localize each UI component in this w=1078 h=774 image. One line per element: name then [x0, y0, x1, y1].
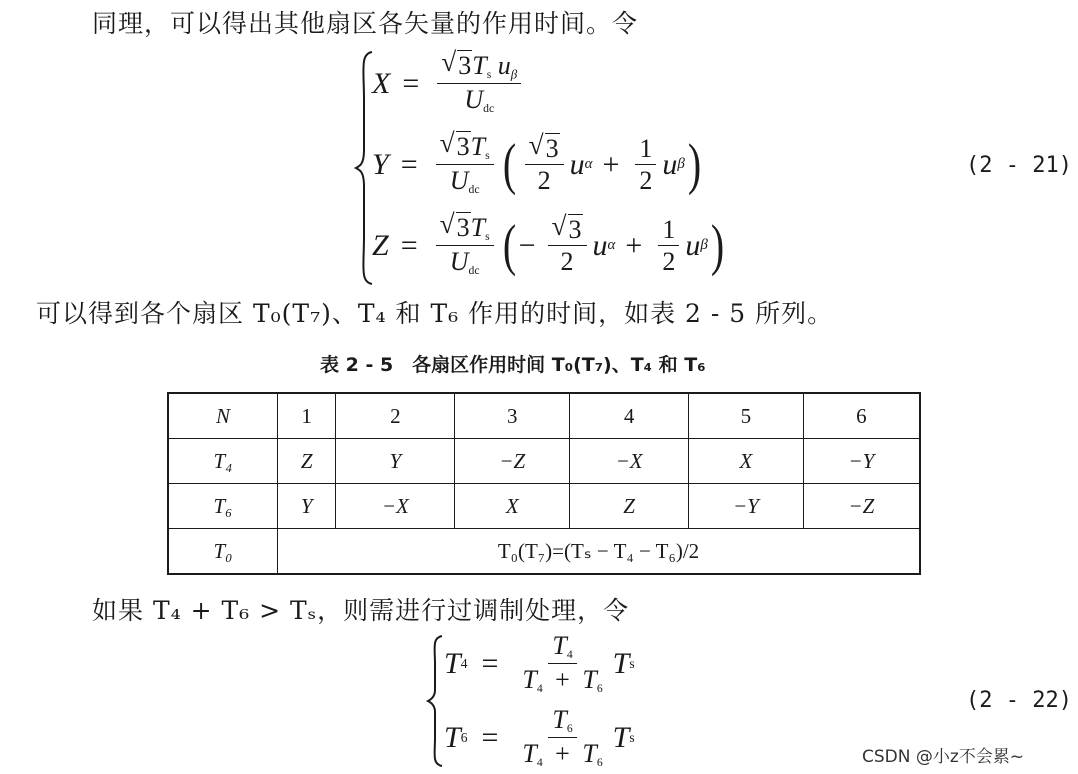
fraction [635, 135, 656, 195]
table-caption: 表 2 - 5 各扇区作用时间 T₀(T₇)、T₄ 和 T₆ [320, 354, 706, 376]
subscript: 6 [460, 729, 468, 745]
t-symbol: T [612, 646, 630, 680]
table-header-cell: 3 [455, 393, 570, 439]
denominator: 2 [662, 247, 676, 277]
eq-t4-row [444, 632, 635, 696]
subscript: 6 [596, 756, 603, 770]
t-symbol: T [444, 646, 461, 680]
fraction [518, 632, 606, 696]
plus-sign: + [555, 665, 570, 695]
equation-number: (2 - 21) [966, 153, 1072, 178]
subscript: 4 [566, 648, 573, 662]
u-dc-symbol: U [449, 166, 469, 196]
sqrt-radicand: 3 [456, 132, 470, 161]
denominator: 2 [537, 166, 551, 196]
table-cell: Z [570, 484, 689, 529]
table-cell: −Y [803, 439, 920, 484]
subscript: s [629, 655, 635, 671]
table-cell: −X [336, 484, 455, 529]
csdn-watermark: CSDN @小z不会累~ [862, 747, 1025, 767]
x-symbol: X [372, 66, 391, 100]
fraction [518, 706, 606, 770]
numerator: 1 [635, 135, 656, 165]
table-cell: −X [570, 439, 689, 484]
left-paren: ( [502, 214, 516, 278]
table-cell: −Z [803, 484, 920, 529]
equals-sign: = [400, 147, 418, 181]
left-brace [426, 634, 446, 768]
table-cell: −Y [689, 484, 804, 529]
equals-sign: = [481, 720, 499, 754]
t-symbol: T [552, 631, 567, 660]
left-paren: ( [502, 133, 516, 197]
table-header-cell: 5 [689, 393, 804, 439]
sqrt-radicand: 3 [458, 51, 472, 80]
table-header-cell: 2 [336, 393, 455, 439]
table-row [168, 439, 920, 484]
eq-z-row [372, 209, 727, 278]
numerator: 1 [658, 216, 679, 246]
eq-x-row [372, 47, 527, 116]
t-symbol: T [472, 51, 487, 80]
t-symbol: T [444, 720, 461, 754]
equals-sign: = [481, 646, 499, 680]
table-row [168, 529, 920, 575]
u-dc-symbol: U [449, 247, 469, 277]
sqrt-radicand: 3 [545, 134, 559, 164]
u-symbol: u [569, 147, 585, 181]
paragraph-overmodulation: 如果 T₄ + T₆ > Tₛ，则需进行过调制处理，令 [92, 596, 630, 625]
plus-sign: + [625, 228, 643, 262]
fraction: √ $3T_s$ $U_{dc}$ [436, 214, 494, 278]
eq-t6-row [444, 706, 635, 770]
plus-sign: + [602, 147, 620, 181]
right-paren: ) [710, 214, 724, 278]
paragraph-sector-times: 可以得到各个扇区 T₀(T₇)、T₄ 和 T₆ 作用的时间，如表 2 - 5 所列。 [36, 299, 834, 328]
intro-text: 同理，可以得出其他扇区各矢量的作用时间。令 [92, 9, 639, 38]
t-symbol: T [522, 739, 537, 769]
fraction: √ $3T_s$ $U_{dc}$ [436, 133, 494, 197]
y-symbol: Y [372, 147, 389, 181]
table-header-cell: 6 [803, 393, 920, 439]
sector-time-table [167, 392, 921, 575]
z-symbol: Z [372, 228, 389, 262]
fraction: √ 3 2 [548, 216, 587, 276]
right-paren: ) [687, 133, 702, 197]
subscript: s [485, 230, 490, 244]
denominator: 2 [639, 166, 653, 196]
subscript-dc: dc [468, 264, 480, 278]
table-header-cell: 1 [278, 393, 336, 439]
fraction: √ $3T_s$ uβ $U_{dc}$ [437, 52, 521, 116]
subscript-alpha: α [607, 237, 616, 254]
table-cell: −Z [455, 439, 570, 484]
subscript: s [486, 68, 492, 82]
t-symbol: T [470, 132, 486, 161]
table-header-cell: N [168, 393, 278, 439]
fraction: √ 3 2 [525, 135, 564, 195]
subscript: s [629, 729, 635, 745]
subscript-beta: β [677, 156, 685, 173]
equals-sign: = [400, 228, 418, 262]
table-cell: Z [278, 439, 336, 484]
subscript-beta: β [510, 66, 518, 82]
subscript-alpha: α [584, 156, 593, 173]
table-header-row [168, 393, 920, 439]
u-dc-symbol: U [464, 85, 484, 115]
u-symbol: u [592, 228, 608, 262]
table-row-label: T₄ [168, 439, 278, 484]
t-symbol: T [522, 665, 537, 695]
t-symbol: T [582, 739, 597, 769]
table-row-label: T₆ [168, 484, 278, 529]
sqrt-radicand: 3 [456, 213, 470, 242]
table-cell: Y [278, 484, 336, 529]
u-symbol: u [497, 51, 511, 80]
eq-y-row [372, 128, 704, 197]
subscript-dc: dc [468, 183, 480, 197]
t-symbol: T [582, 665, 597, 695]
subscript: 6 [566, 722, 573, 736]
minus-sign: − [518, 228, 536, 262]
t-symbol: T [470, 213, 486, 242]
table-row [168, 484, 920, 529]
subscript: 4 [536, 756, 543, 770]
subscript: 4 [536, 682, 543, 696]
equation-number: (2 - 22) [966, 688, 1072, 713]
subscript: 4 [460, 655, 468, 671]
table-cell: X [455, 484, 570, 529]
table-row-label: T₀ [168, 529, 278, 575]
t0-formula-cell: T₀(T₇)=(Tₛ − T₄ − T₆)/2 [278, 529, 921, 575]
plus-sign: + [555, 739, 570, 769]
subscript: s [485, 149, 490, 163]
fraction [658, 216, 679, 276]
equals-sign: = [402, 66, 420, 100]
subscript: 6 [596, 682, 603, 696]
table-cell: Y [336, 439, 455, 484]
u-symbol: u [685, 228, 701, 262]
t-symbol: T [612, 720, 630, 754]
table-header-cell: 4 [570, 393, 689, 439]
t-symbol: T [552, 705, 567, 734]
subscript-dc: dc [483, 102, 495, 116]
subscript-beta: β [700, 237, 708, 254]
denominator: 2 [560, 247, 574, 277]
u-symbol: u [662, 147, 678, 181]
table-cell: X [689, 439, 804, 484]
sqrt-radicand: 3 [568, 215, 582, 245]
